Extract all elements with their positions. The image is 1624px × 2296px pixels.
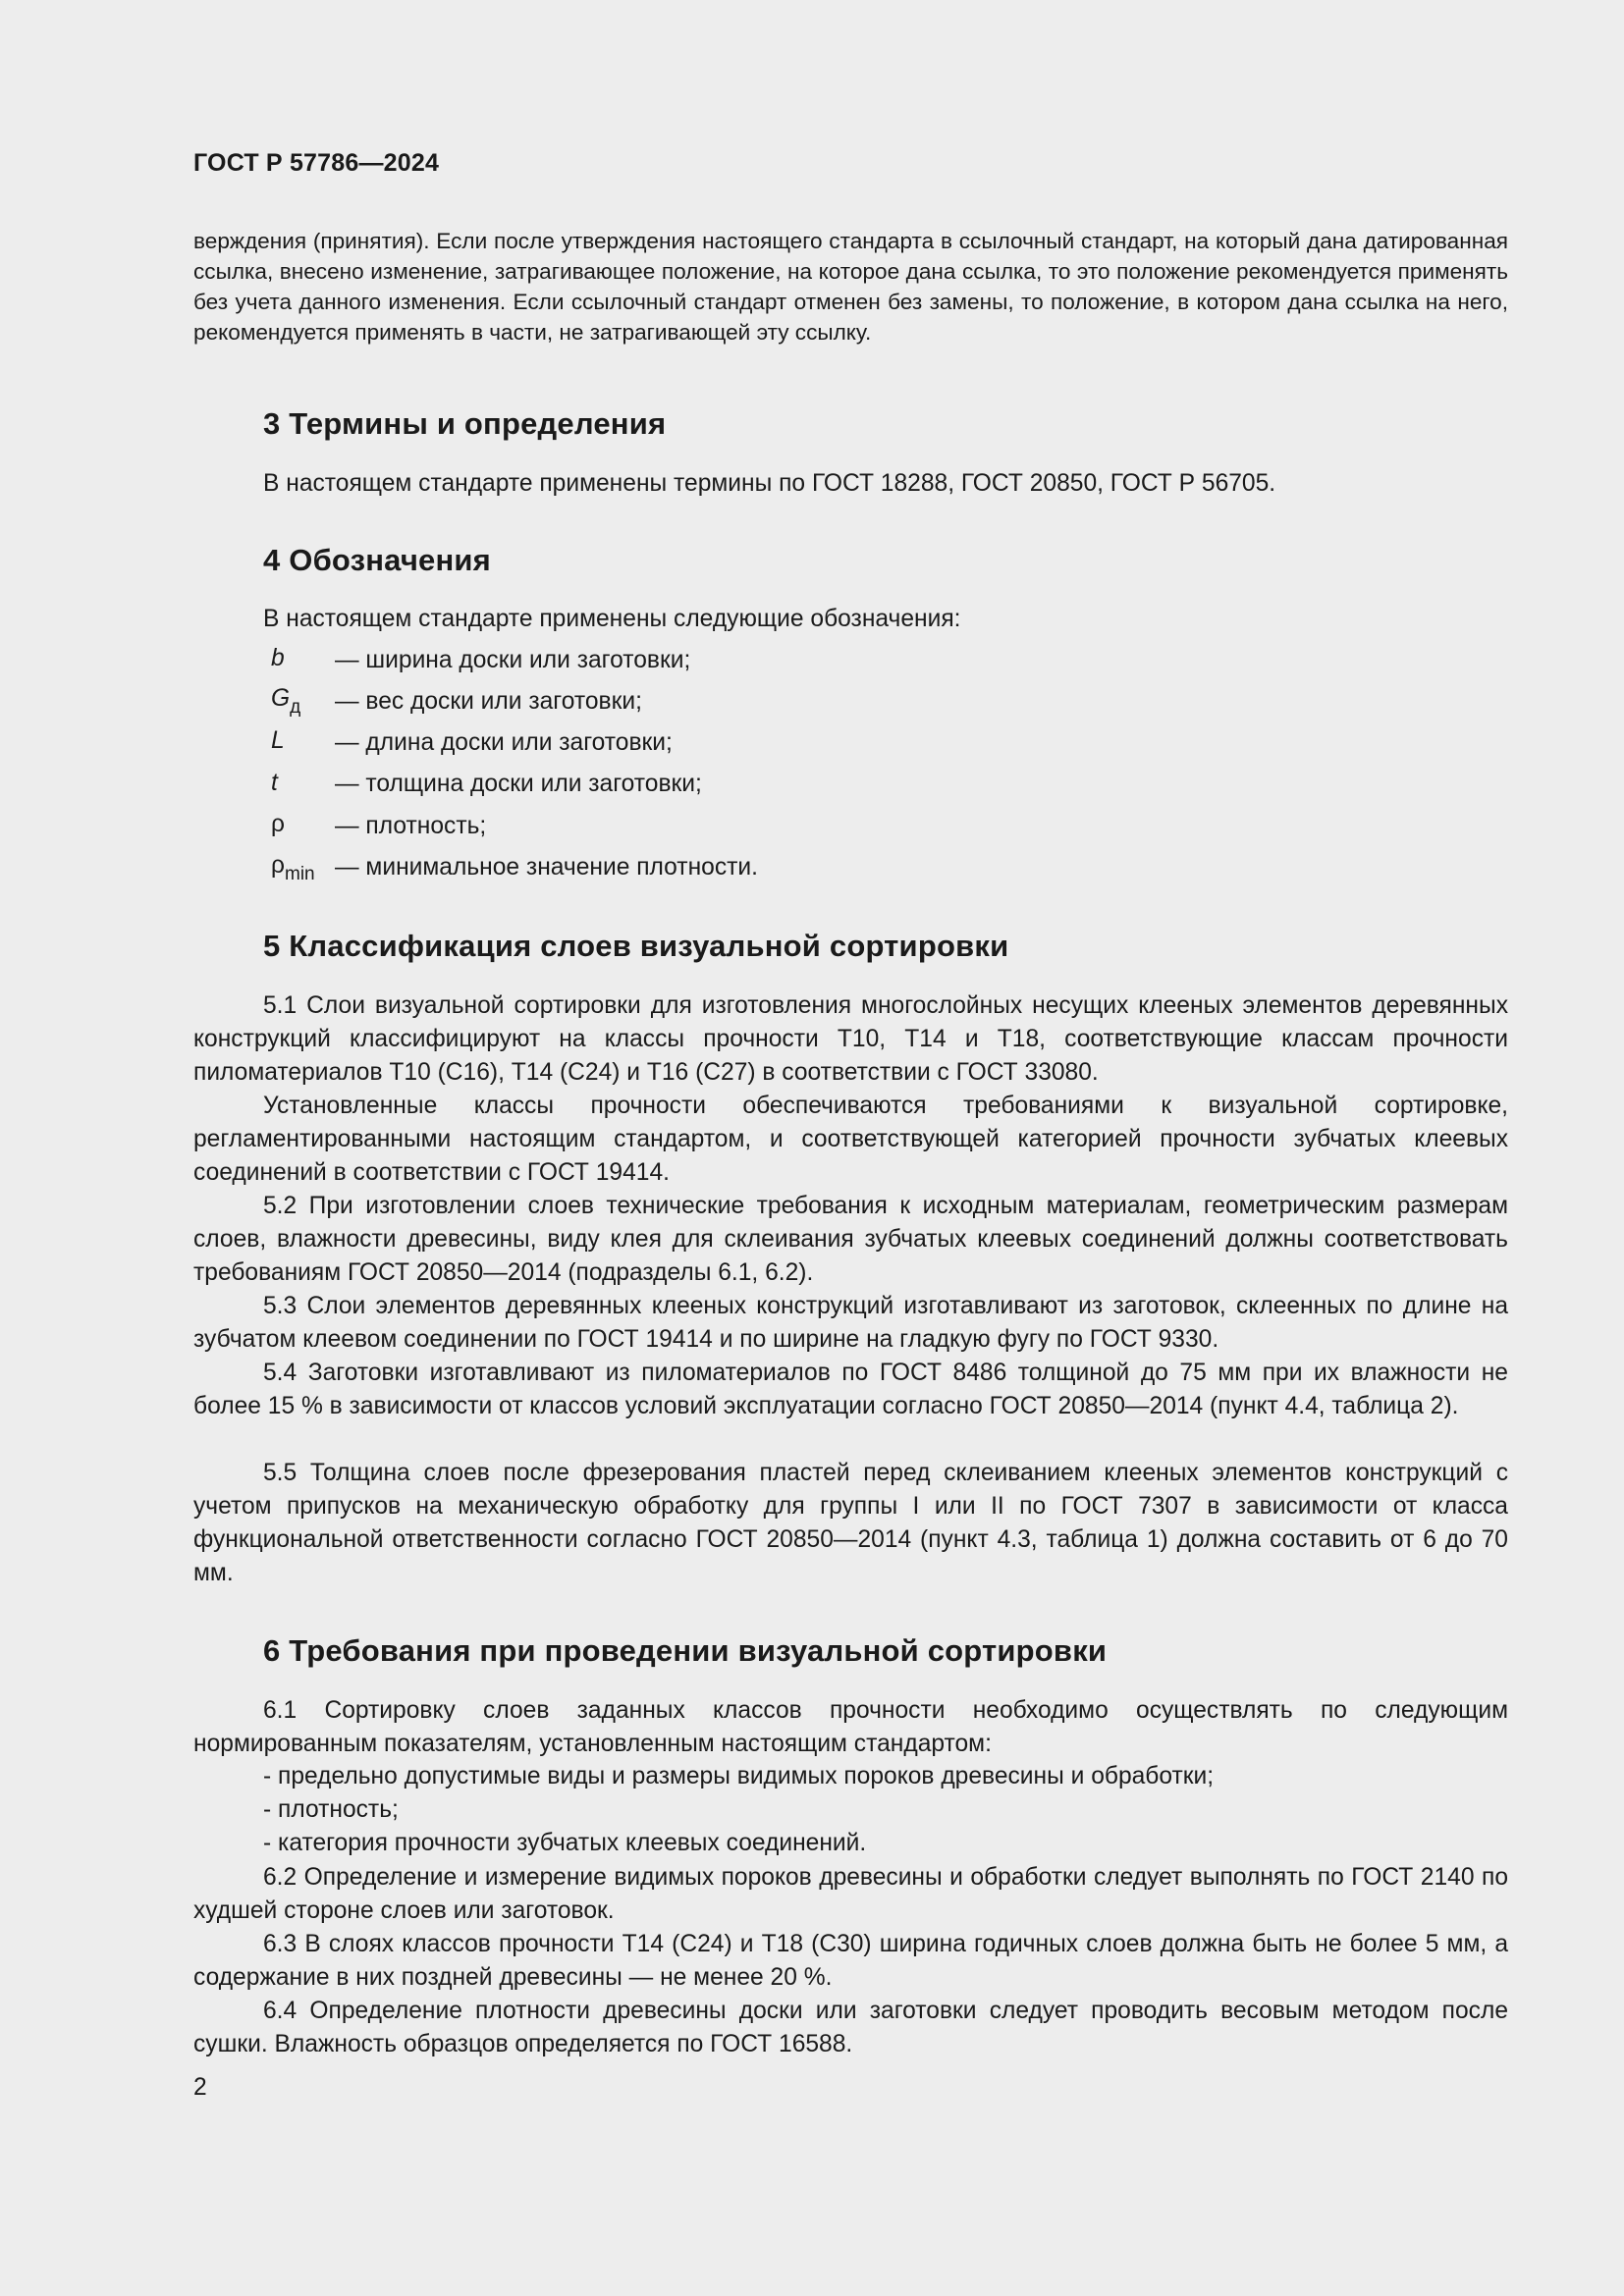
symbol-t: t bbox=[271, 770, 278, 796]
symbol-b: b bbox=[271, 645, 285, 671]
list-item: - категория прочности зубчатых клеевых соединений. bbox=[263, 1830, 867, 1856]
intro-paragraph: верждения (принятия). Если после утверждения настоящего стандарта в ссылочный стандарт, на который дана датированная ссылка, внесено изменение, затрагивающее положение, на которое дана ссылка, то это положение рекомендуется применять без учета данного изменения. Если ссылочный стандарт отменен без замены, то положение, в котором дана ссылка на него, рекомендуется применять в части, не затрагивающей эту ссылку. bbox=[193, 229, 1508, 345]
section-4-intro: В настоящем стандарте применены следующие обозначения: bbox=[263, 606, 961, 632]
paragraph-5-1: 5.1 Слои визуальной сортировки для изготовления многослойных несущих клееных элементов деревянных конструкций классифицируют на классы прочности Т10, Т14 и Т18, соответствующие классам прочности пиломатериалов Т10 (С16), Т14 (С24) и Т16 (С27) в соответствии с ГОСТ 33080. bbox=[193, 992, 1508, 1086]
paragraph-5-3: 5.3 Слои элементов деревянных клееных конструкций изготавливают из заготовок, склеенных по длине на зубчатом клеевом соединении по ГОСТ 19414 и по ширине на гладкую фугу по ГОСТ 9330. bbox=[193, 1293, 1508, 1353]
page-number: 2 bbox=[193, 2074, 207, 2101]
symbol-rho-min-desc: — минимальное значение плотности. bbox=[335, 854, 758, 881]
symbol-rho-desc: — плотность; bbox=[335, 813, 487, 839]
section-3-text: В настоящем стандарте применены термины по ГОСТ 18288, ГОСТ 20850, ГОСТ Р 56705. bbox=[263, 470, 1276, 497]
symbol-rho-min: $\rho_{min}$ bbox=[271, 852, 315, 884]
paragraph-6-2: 6.2 Определение и измерение видимых пороков древесины и обработки следует выполнять по ГОСТ 2140 по худшей стороне слоев или заготовок. bbox=[193, 1864, 1508, 1924]
list-item: - предельно допустимые виды и размеры видимых пороков древесины и обработки; bbox=[263, 1763, 1215, 1789]
paragraph-6-4: 6.4 Определение плотности древесины доски или заготовки следует проводить весовым методом после сушки. Влажность образцов определяется по ГОСТ 16588. bbox=[193, 1998, 1508, 2057]
paragraph-6-1: 6.1 Сортировку слоев заданных классов прочности необходимо осуществлять по следующим нормированным показателям, установленным настоящим стандартом: bbox=[193, 1697, 1508, 1757]
paragraph-5-1-cont: Установленные классы прочности обеспечиваются требованиями к визуальной сортировке, регламентированными настоящим стандартом, и соответствующей категорией прочности зубчатых клеевых соединений в соответствии с ГОСТ 19414. bbox=[193, 1093, 1508, 1186]
section-6-title: 6 Требования при проведении визуальной сортировки bbox=[263, 1633, 1108, 1668]
symbol-b-desc: — ширина доски или заготовки; bbox=[335, 647, 691, 673]
paragraph-5-2: 5.2 При изготовлении слоев технические требования к исходным материалам, геометрическим размерам слоев, влажности древесины, виду клея для склеивания зубчатых клеевых соединений должны соответствовать требованиям ГОСТ 20850—2014 (подразделы 6.1, 6.2). bbox=[193, 1193, 1508, 1286]
section-3-title: 3 Термины и определения bbox=[263, 406, 667, 441]
symbol-l: L bbox=[271, 727, 285, 754]
section-5-title: 5 Классификация слоев визуальной сортировки bbox=[263, 929, 1009, 963]
symbol-g-desc: — вес доски или заготовки; bbox=[335, 688, 642, 715]
symbol-t-desc: — толщина доски или заготовки; bbox=[335, 771, 702, 797]
paragraph-5-4: 5.4 Заготовки изготавливают из пиломатериалов по ГОСТ 8486 толщиной до 75 мм при их влажности не более 15 % в зависимости от классов условий эксплуатации согласно ГОСТ 20850—2014 (пункт 4.4, таблица 2). bbox=[193, 1360, 1508, 1419]
paragraph-6-3: 6.3 В слоях классов прочности Т14 (С24) и Т18 (С30) ширина годичных слоев должна быть не более 5 мм, а содержание в них поздней древесины — не менее 20 %. bbox=[193, 1931, 1508, 1991]
paragraph-5-5: 5.5 Толщина слоев после фрезерования пластей перед склеиванием клееных элементов конструкций с учетом припусков на механическую обработку для группы I или II по ГОСТ 7307 в зависимости от класса функциональной ответственности согласно ГОСТ 20850—2014 (пункт 4.3, таблица 1) должна составить от 6 до 70 мм. bbox=[193, 1460, 1508, 1586]
section-4-title: 4 Обозначения bbox=[263, 543, 491, 577]
symbol-rho: ρ bbox=[271, 811, 285, 837]
list-item: - плотность; bbox=[263, 1796, 399, 1823]
symbol-l-desc: — длина доски или заготовки; bbox=[335, 729, 673, 756]
symbol-g: $G_д$ bbox=[271, 685, 301, 718]
document-header: ГОСТ Р 57786—2024 bbox=[193, 149, 440, 177]
